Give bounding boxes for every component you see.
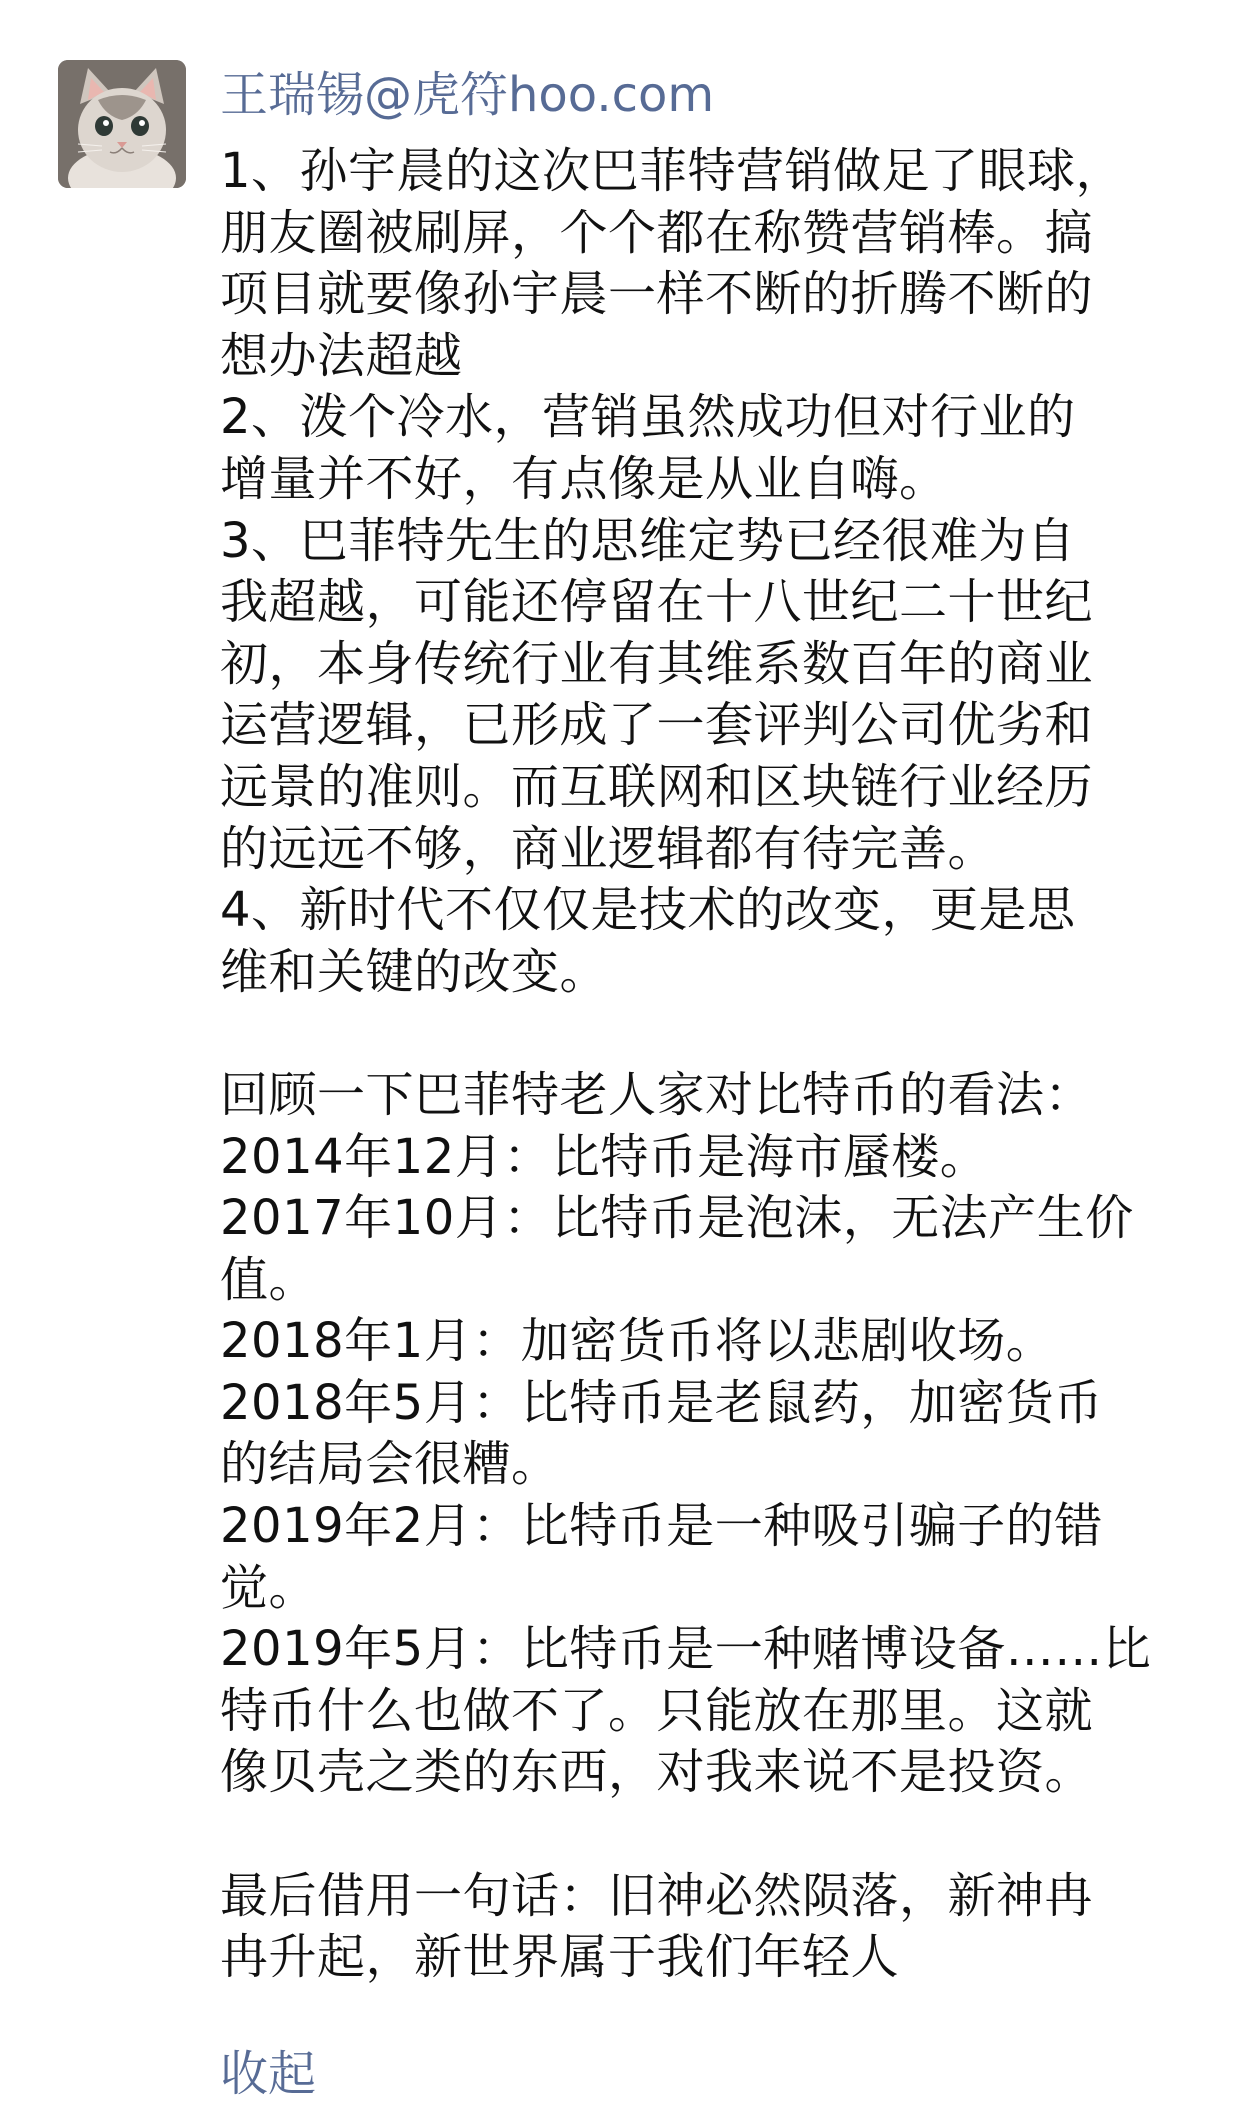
post-line: 2019年2月：比特币是一种吸引骗子的错 bbox=[220, 1498, 1103, 1555]
post-line: 觉。 bbox=[220, 1559, 318, 1616]
post-line: 2、泼个冷水，营销虽然成功但对行业的 bbox=[220, 389, 1076, 446]
post-line: 回顾一下巴菲特老人家对比特币的看法： bbox=[220, 1066, 1094, 1123]
post-line: 特币什么也做不了。只能放在那里。这就 bbox=[220, 1682, 1094, 1739]
post-line: 运营逻辑，已形成了一套评判公司优劣和 bbox=[220, 697, 1094, 754]
post-line: 值。 bbox=[220, 1251, 318, 1308]
post-line: 增量并不好，有点像是从业自嗨。 bbox=[220, 450, 948, 507]
post-line: 远景的准则。而互联网和区块链行业经历 bbox=[220, 758, 1094, 815]
post-line: 3、巴菲特先生的思维定势已经很难为自 bbox=[220, 512, 1076, 569]
avatar[interactable] bbox=[58, 60, 186, 188]
post-line: 的远远不够，商业逻辑都有待完善。 bbox=[220, 820, 997, 877]
blank-line bbox=[220, 1003, 1180, 1065]
post-line: 2017年10月：比特币是泡沫，无法产生价 bbox=[220, 1190, 1134, 1247]
post-line: 初，本身传统行业有其维系数百年的商业 bbox=[220, 635, 1094, 692]
post-line: 2019年5月：比特币是一种赌博设备……比 bbox=[220, 1621, 1152, 1678]
blank-line bbox=[220, 1804, 1180, 1866]
post-line: 2018年5月：比特币是老鼠药，加密货币 bbox=[220, 1374, 1103, 1431]
cat-avatar-icon bbox=[58, 60, 186, 188]
post-line: 的结局会很糟。 bbox=[220, 1436, 560, 1493]
post-line: 像贝壳之类的东西，对我来说不是投资。 bbox=[220, 1744, 1094, 1801]
post-line: 想办法超越 bbox=[220, 327, 463, 384]
post-line: 4、新时代不仅仅是技术的改变，更是思 bbox=[220, 882, 1076, 939]
post-line: 2014年12月：比特币是海市蜃楼。 bbox=[220, 1128, 989, 1185]
post-line: 项目就要像孙宇晨一样不断的折腾不断的 bbox=[220, 266, 1094, 323]
author-name[interactable]: 王瑞锡@虎符hoo.com bbox=[220, 67, 715, 123]
post-line: 最后借用一句话：旧神必然陨落，新神冉 bbox=[220, 1867, 1094, 1924]
post-line: 2018年1月：加密货币将以悲剧收场。 bbox=[220, 1313, 1055, 1370]
post-content bbox=[220, 141, 1180, 1989]
collapse-link[interactable]: 收起 bbox=[220, 2046, 317, 2102]
post-line: 冉升起，新世界属于我们年轻人 bbox=[220, 1929, 900, 1986]
post-line: 我超越，可能还停留在十八世纪二十世纪 bbox=[220, 574, 1094, 631]
post-line: 1、孙宇晨的这次巴菲特营销做足了眼球， bbox=[220, 143, 1125, 199]
post-line: 维和关键的改变。 bbox=[220, 943, 609, 1000]
post-line: 朋友圈被刷屏，个个都在称赞营销棒。搞 bbox=[220, 204, 1094, 261]
